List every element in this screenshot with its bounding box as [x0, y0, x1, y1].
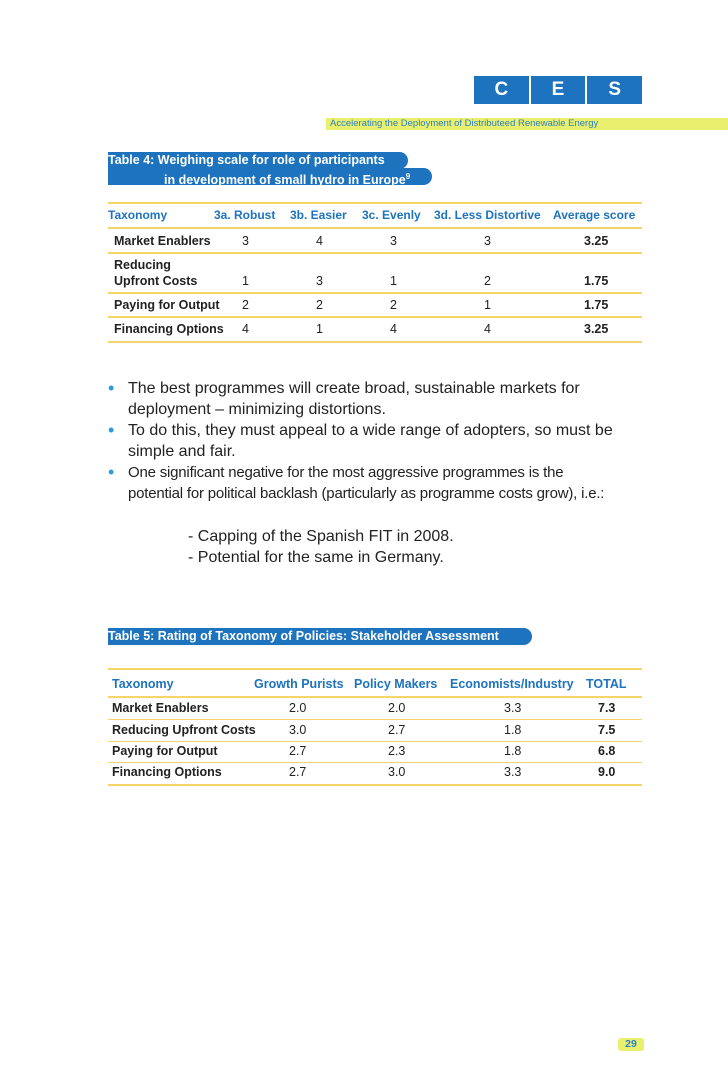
- table4-row-rule: [108, 292, 642, 294]
- table4-cell: 4: [484, 322, 491, 336]
- table4-cell: 1: [316, 322, 323, 336]
- table5-cell: 3.3: [504, 765, 522, 779]
- sub-item: - Potential for the same in Germany.: [188, 549, 444, 566]
- table5-title: Table 5: Rating of Taxonomy of Policies: Stakeholder Assessment: [108, 628, 532, 645]
- table4-row-name-line2: Upfront Costs: [114, 274, 198, 288]
- bullet-line: To do this, they must appeal to a wide range of adopters, so must be: [128, 422, 613, 439]
- table4-cell: 4: [242, 322, 249, 336]
- bullet-dot-icon: •: [108, 378, 115, 398]
- table5-row-name: Reducing Upfront Costs: [112, 723, 256, 737]
- table4-title-line1: [108, 152, 408, 169]
- table5-total: 6.8: [598, 744, 616, 758]
- table5-cell: 1.8: [504, 744, 522, 758]
- table4-row-rule: [108, 252, 642, 254]
- table5-row-rule: [108, 719, 642, 720]
- table4-row-name: Reducing: [114, 258, 171, 272]
- table4-cell: 3: [242, 234, 249, 248]
- table4-cell: 4: [316, 234, 323, 248]
- bullet-line: The best programmes will create broad, sustainable markets for: [128, 380, 580, 397]
- table5-cell: 3.0: [388, 765, 406, 779]
- table5-row-rule: [108, 741, 642, 742]
- table5-row-rule: [108, 762, 642, 763]
- table5-total: 7.3: [598, 701, 616, 715]
- sub-item: - Capping of the Spanish FIT in 2008.: [188, 528, 454, 545]
- table5-cell: 3.3: [504, 701, 522, 715]
- table5-cell: 2.3: [388, 744, 406, 758]
- logo-letter-c: C: [474, 76, 529, 104]
- table4-avg: 1.75: [584, 298, 609, 312]
- table5-col-total: TOTAL: [586, 677, 627, 691]
- bullet-line: simple and fair.: [128, 443, 236, 460]
- table4-cell: 1: [484, 298, 491, 312]
- bullet-dot-icon: •: [108, 420, 115, 440]
- logo-letter-e: E: [531, 76, 586, 104]
- bullet-line: One significant negative for the most aggressive programmes is the: [128, 464, 564, 481]
- table5-top-rule: [108, 668, 642, 670]
- table4-row-name: Financing Options: [114, 322, 224, 336]
- ces-logo: [474, 76, 642, 104]
- table4-cell: 2: [484, 274, 491, 288]
- bullet-item: [108, 462, 668, 504]
- table4-cell: 3: [390, 234, 397, 248]
- table4-cell: 1: [390, 274, 397, 288]
- table5-bottom-rule: [108, 784, 642, 786]
- table4-cell: 1: [242, 274, 249, 288]
- table5-col-taxonomy: Taxonomy: [112, 677, 174, 691]
- logo-letter-s: S: [587, 76, 642, 104]
- table4-bottom-rule: [108, 341, 642, 343]
- table4-avg: 3.25: [584, 234, 609, 248]
- table4-cell: 2: [390, 298, 397, 312]
- table5-total: 9.0: [598, 765, 616, 779]
- table4-row-name: Market Enablers: [114, 234, 211, 248]
- bullet-dot-icon: •: [108, 462, 115, 482]
- table4-avg: 1.75: [584, 274, 609, 288]
- table5-cell: 3.0: [289, 723, 307, 737]
- table5-cell: 2.7: [388, 723, 406, 737]
- table4-col-taxonomy: Taxonomy: [108, 208, 168, 222]
- table4-title-line2: [108, 168, 432, 188]
- table4-col-evenly: 3c. Evenly: [362, 208, 421, 222]
- table4-cell: 4: [390, 322, 397, 336]
- table5-cell: 2.0: [289, 701, 307, 715]
- table5-col-growth-purists: Growth Purists: [254, 677, 344, 691]
- table4-footnote-ref: 9: [405, 172, 411, 181]
- table5-cell: 1.8: [504, 723, 522, 737]
- table4-top-rule: [108, 202, 642, 204]
- table4-col-average: Average score: [553, 208, 636, 222]
- table4-cell: 3: [316, 274, 323, 288]
- table4-title-text1: Table 4: Weighing scale for role of participants: [108, 153, 385, 167]
- table4-row-name: Paying for Output: [114, 298, 220, 312]
- bullet-line: deployment – minimizing distortions.: [128, 401, 386, 418]
- bullet-line: potential for political backlash (particularly as programme costs grow), i.e.:: [128, 485, 605, 502]
- table4-cell: 2: [242, 298, 249, 312]
- table5-cell: 2.7: [289, 765, 307, 779]
- table5-row-name: Financing Options: [112, 765, 222, 779]
- table4-header-rule: [108, 227, 642, 229]
- tagline: Accelerating the Deployment of Distributeed Renewable Energy: [330, 118, 599, 129]
- table5-col-policy-makers: Policy Makers: [354, 677, 438, 691]
- table5-cell: 2.0: [388, 701, 406, 715]
- table5-col-economists: Economists/Industry: [450, 677, 574, 691]
- table5-row-name: Market Enablers: [112, 701, 209, 715]
- table5-row-name: Paying for Output: [112, 744, 218, 758]
- table4-row-rule: [108, 316, 642, 318]
- table5-total: 7.5: [598, 723, 616, 737]
- bullet-list: [108, 378, 668, 504]
- table5-header-rule: [108, 696, 642, 698]
- table4-col-easier: 3b. Easier: [290, 208, 347, 222]
- table4-cell: 2: [316, 298, 323, 312]
- page-number: 29: [618, 1038, 644, 1051]
- table4-col-robust: 3a. Robust: [214, 208, 276, 222]
- table4-col-less-distortive: 3d. Less Distortive: [434, 208, 541, 222]
- table4-cell: 3: [484, 234, 491, 248]
- table4-title-text2: in development of small hydro in Europe: [164, 173, 406, 188]
- table4-avg: 3.25: [584, 322, 609, 336]
- bullet-item: [108, 420, 668, 462]
- bullet-item: [108, 378, 668, 420]
- table5-cell: 2.7: [289, 744, 307, 758]
